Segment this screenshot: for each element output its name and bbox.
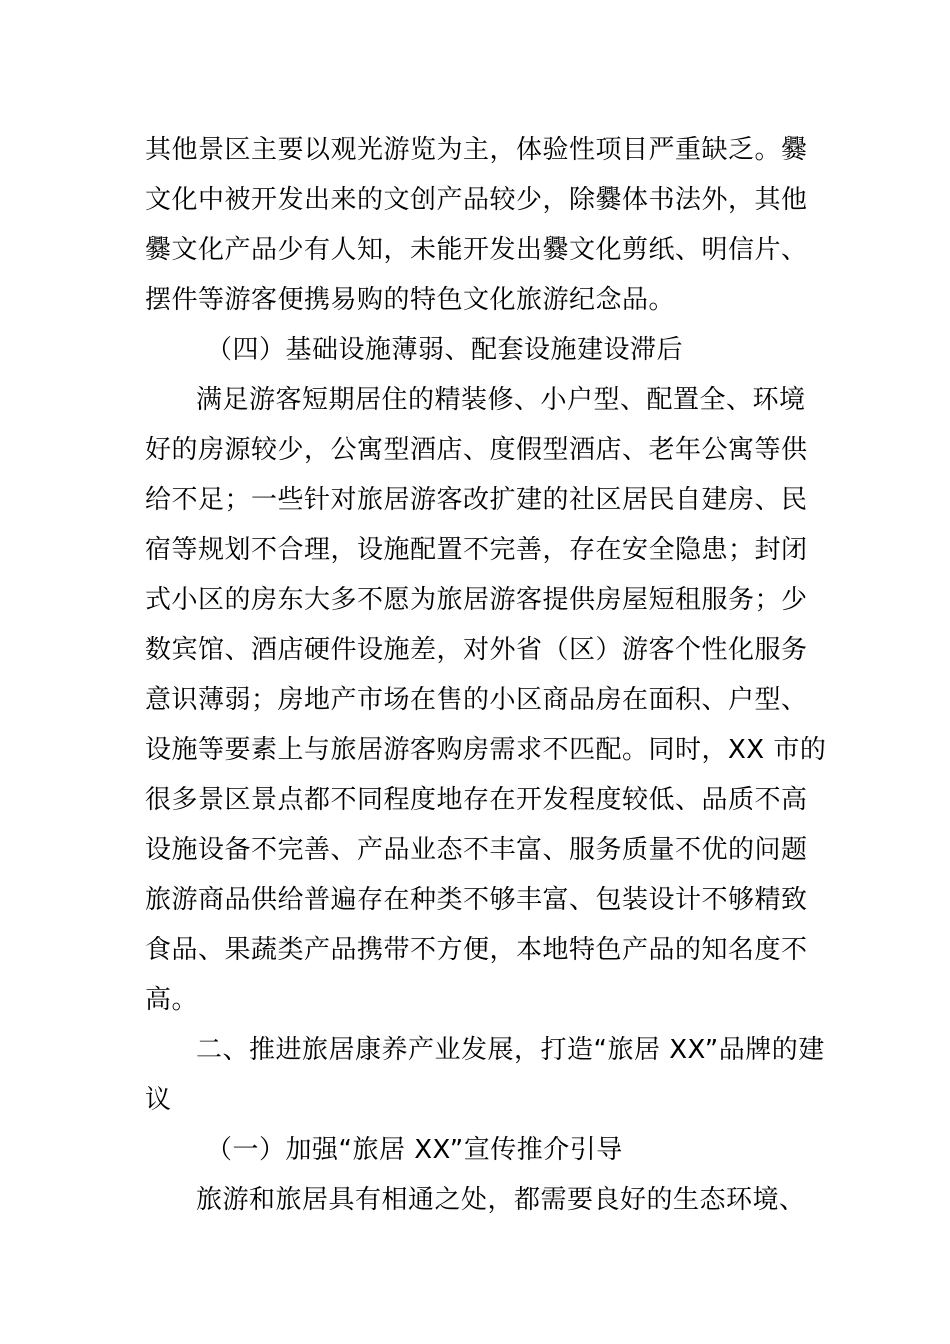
- body-text-line: 其他景区主要以观光游览为主，体验性项目严重缺乏。爨: [145, 135, 808, 165]
- section-heading: （一）加强“旅居 XX”宣传推介引导: [206, 1135, 623, 1165]
- body-text-line: 数宾馆、酒店硬件设施差，对外省（区）游客个性化服务: [145, 635, 808, 665]
- body-text-line: 高。: [145, 985, 199, 1015]
- body-text-line: 宿等规划不合理，设施配置不完善，存在安全隐患；封闭: [145, 535, 808, 565]
- paragraph-first-line: 满足游客短期居住的精装修、小户型、配置全、环境: [196, 385, 806, 415]
- body-text-line: 旅游商品供给普遍存在种类不够丰富、包装设计不够精致: [145, 885, 808, 915]
- paragraph-first-line: 旅游和旅居具有相通之处，都需要良好的生态环境、: [196, 1185, 806, 1215]
- body-text-line: 很多景区景点都不同程度地存在开发程度较低、品质不高: [145, 785, 808, 815]
- body-text-line: 式小区的房东大多不愿为旅居游客提供房屋短租服务；少: [145, 585, 808, 615]
- body-text-line: 意识薄弱；房地产市场在售的小区商品房在面积、户型、: [145, 685, 808, 715]
- body-text-line: 爨文化产品少有人知，未能开发出爨文化剪纸、明信片、: [145, 235, 808, 265]
- body-text-line: 设施等要素上与旅居游客购房需求不匹配。同时，XX 市的: [145, 735, 827, 765]
- body-text-line: 设施设备不完善、产品业态不丰富、服务质量不优的问题: [145, 835, 808, 865]
- body-text-line: 好的房源较少，公寓型酒店、度假型酒店、老年公寓等供: [145, 435, 808, 465]
- section-heading: （四）基础设施薄弱、配套设施建设滞后: [206, 335, 684, 365]
- body-text-line: 食品、果蔬类产品携带不方便，本地特色产品的知名度不: [145, 935, 808, 965]
- chapter-heading-continuation: 议: [145, 1085, 172, 1115]
- body-text-line: 摆件等游客便携易购的特色文化旅游纪念品。: [145, 285, 676, 315]
- body-text-line: 文化中被开发出来的文创产品较少，除爨体书法外，其他: [145, 185, 808, 215]
- chapter-heading: 二、推进旅居康养产业发展，打造“旅居 XX”品牌的建: [196, 1035, 825, 1065]
- body-text-line: 给不足；一些针对旅居游客改扩建的社区居民自建房、民: [145, 485, 808, 515]
